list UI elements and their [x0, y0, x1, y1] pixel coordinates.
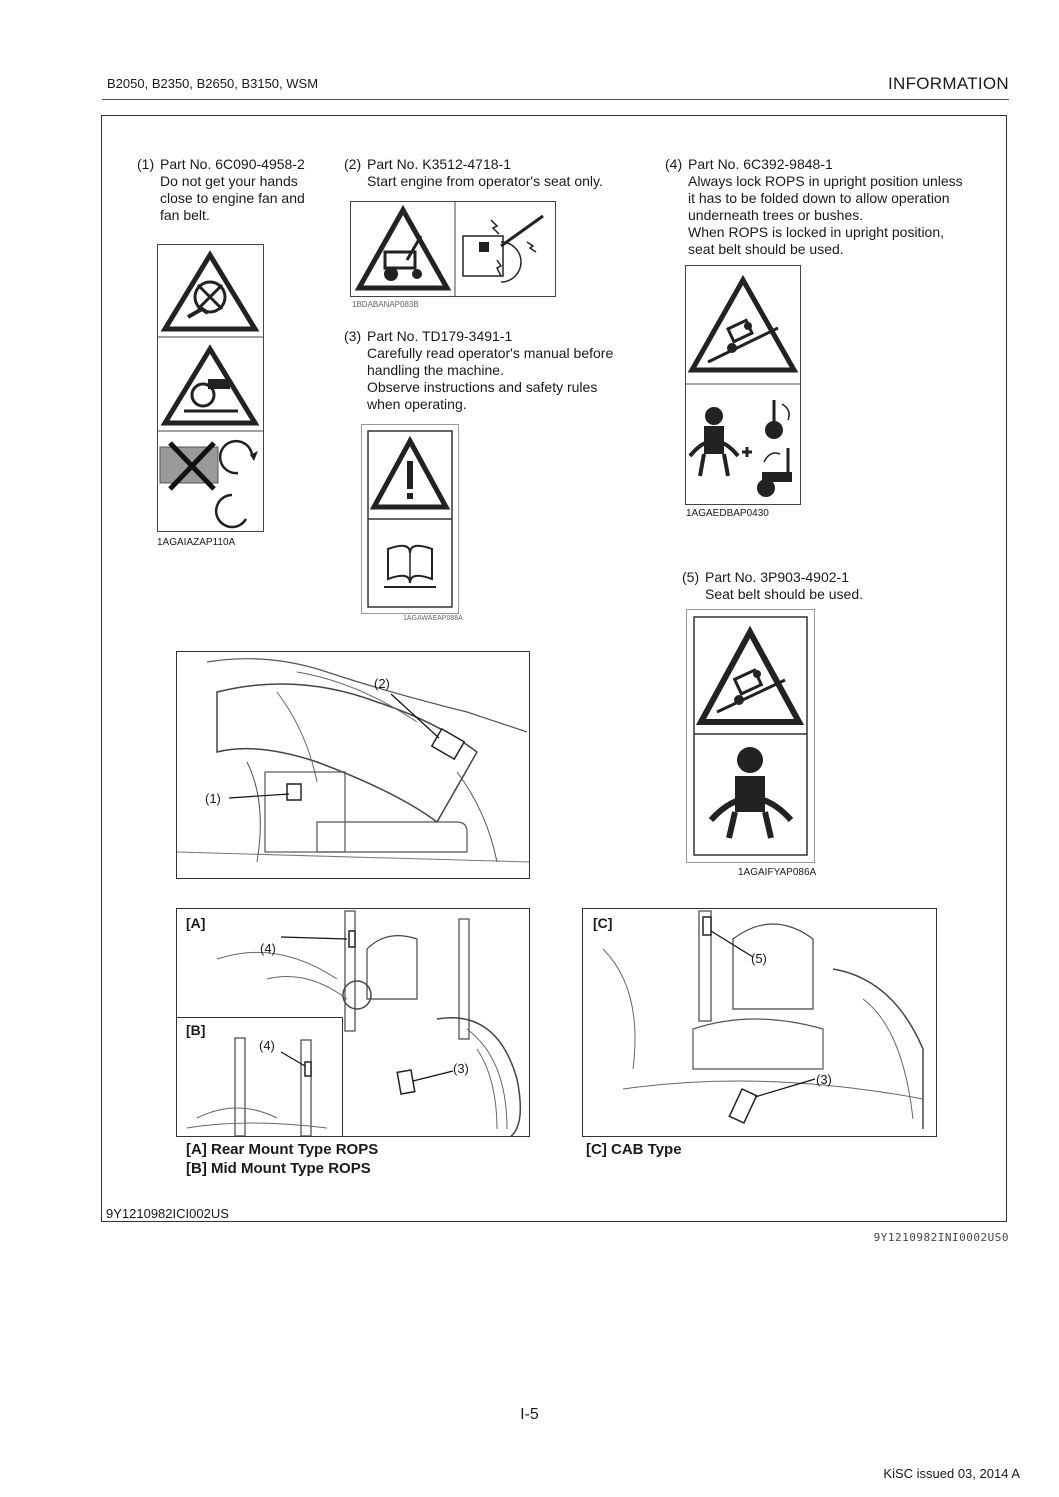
label-3-line: Carefully read operator's manual before — [367, 345, 614, 361]
frame-code: 9Y1210982ICI002US — [106, 1206, 229, 1221]
header-model: B2050, B2350, B2650, B3150, WSM — [107, 76, 319, 91]
label-2-text — [344, 156, 634, 190]
figure-b-tag: [B] — [186, 1022, 206, 1038]
figure-c-tag: [C] — [593, 915, 613, 931]
label-1-number: (1) — [137, 156, 155, 172]
label-2-part-no: Part No. K3512-4718-1 — [367, 156, 511, 172]
label-5-line: Seat belt should be used. — [705, 586, 864, 602]
label-1-line: close to engine fan and — [160, 190, 305, 206]
decal-1-fan-warning — [157, 244, 264, 532]
label-2-number: (2) — [344, 156, 362, 172]
label-4-text — [665, 156, 995, 258]
callout-2: (2) — [374, 676, 390, 691]
read-manual-icon — [362, 425, 458, 613]
label-4-line: Always lock ROPS in upright position unless — [688, 173, 963, 189]
start-engine-seat-icon — [351, 202, 555, 296]
figure-hood-open — [176, 651, 530, 879]
decal-3-code: 1AGAWAEAP088A — [403, 615, 463, 622]
label-3-line: handling the machine. — [367, 362, 504, 378]
label-3-part-no: Part No. TD179-3491-1 — [367, 328, 513, 344]
label-1-text — [137, 156, 327, 224]
decal-4-code: 1AGAEDBAP0430 — [686, 508, 769, 519]
figure-c-cab — [582, 908, 937, 1137]
fan-hand-hazard-icon — [158, 245, 263, 531]
label-5-part-no: Part No. 3P903-4902-1 — [705, 569, 849, 585]
engine-hood-illustration — [177, 652, 529, 878]
label-4-line: underneath trees or bushes. — [688, 207, 864, 223]
label-4-line: seat belt should be used. — [688, 241, 844, 257]
decal-5-seat-belt — [686, 609, 815, 863]
callout-4: (4) — [259, 1038, 275, 1053]
cab-illustration — [583, 909, 936, 1136]
label-3-text — [344, 328, 644, 413]
decal-4-rops-lock — [685, 265, 801, 505]
document-code: 9Y1210982INI0002US0 — [873, 1231, 1009, 1244]
label-4-line: it has to be folded down to allow operation — [688, 190, 950, 206]
label-1-line: fan belt. — [160, 207, 210, 223]
decal-5-code: 1AGAIFYAP086A — [738, 867, 817, 878]
callout-4: (4) — [260, 941, 276, 956]
label-3-number: (3) — [344, 328, 362, 344]
header-rule — [102, 99, 1009, 100]
label-5-text — [682, 569, 912, 603]
label-4-number: (4) — [665, 156, 683, 172]
callout-3: (3) — [816, 1072, 832, 1087]
seat-belt-icon — [687, 610, 814, 862]
decal-2-code: 1BDABANAP083B — [352, 300, 419, 309]
page-number: I-5 — [520, 1406, 539, 1423]
caption-c: [C] CAB Type — [586, 1141, 682, 1158]
label-1-part-no: Part No. 6C090-4958-2 — [160, 156, 305, 172]
decal-2-start-engine — [350, 201, 556, 297]
callout-1: (1) — [205, 791, 221, 806]
label-3-line: Observe instructions and safety rules — [367, 379, 598, 395]
label-4-part-no: Part No. 6C392-9848-1 — [688, 156, 833, 172]
footer-issue: KiSC issued 03, 2014 A — [883, 1466, 1020, 1481]
header-section: INFORMATION — [887, 74, 1009, 93]
rollover-seatbelt-icon — [686, 266, 800, 504]
label-4-line: When ROPS is locked in upright position, — [688, 224, 945, 240]
callout-5: (5) — [751, 951, 767, 966]
decal-3-read-manual — [361, 424, 459, 614]
label-3-line: when operating. — [367, 396, 467, 412]
decal-1-code: 1AGAIAZAP110A — [157, 537, 236, 548]
label-2-line: Start engine from operator's seat only. — [367, 173, 603, 189]
figure-b-mid-mount-rops — [176, 1017, 343, 1137]
label-1-line: Do not get your hands — [160, 173, 298, 189]
figure-a-tag: [A] — [186, 915, 206, 931]
caption-a: [A] Rear Mount Type ROPS — [186, 1141, 379, 1158]
label-5-number: (5) — [682, 569, 700, 585]
caption-b: [B] Mid Mount Type ROPS — [186, 1160, 371, 1177]
callout-3: (3) — [453, 1061, 469, 1076]
